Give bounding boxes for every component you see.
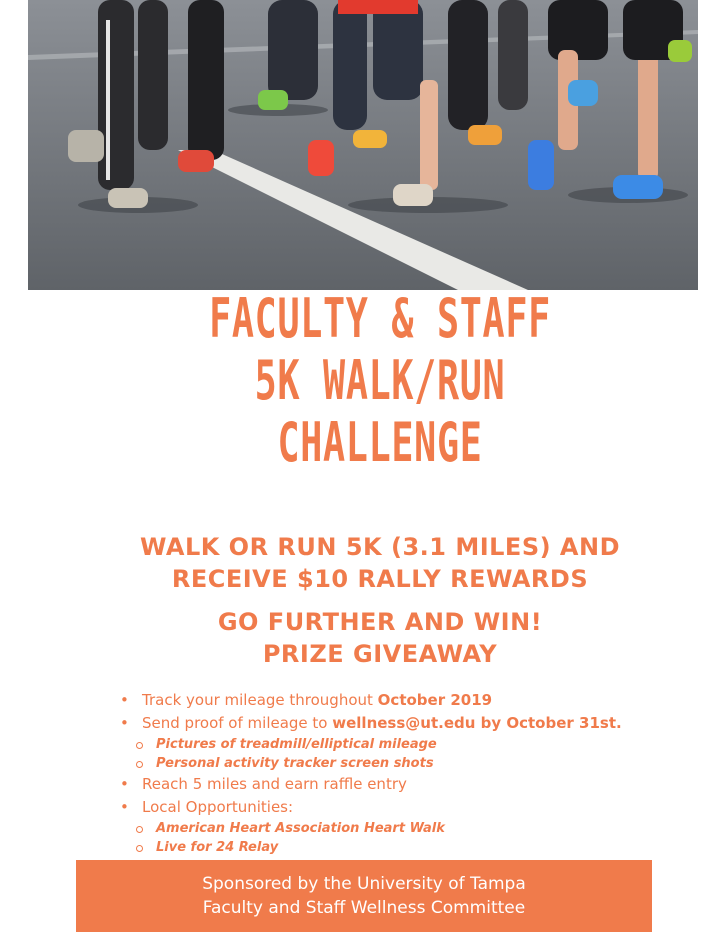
list-item: • Reach 5 miles and earn raffle entry xyxy=(116,773,676,796)
poster-title xyxy=(122,288,639,474)
hero-runners-photo xyxy=(28,0,698,290)
sub-list-item: Personal activity tracker screen shots xyxy=(116,754,676,773)
sub-list-item: Live for 24 Relay xyxy=(116,838,676,857)
rewards-line-2: RECEIVE $10 RALLY REWARDS xyxy=(171,565,589,593)
sponsor-footer xyxy=(76,860,652,932)
list-item xyxy=(116,712,676,735)
sub-list-item: American Heart Association Heart Walk xyxy=(116,819,676,838)
footer-line-1: Sponsored by the University of Tampa xyxy=(202,874,526,894)
rewards-line-1: WALK OR RUN 5K (3.1 MILES) AND xyxy=(139,533,621,561)
sub-list-item: Pictures of treadmill/elliptical mileage xyxy=(116,735,676,754)
title-line-2: 5K WALK/RUN xyxy=(254,349,506,412)
prize-headline xyxy=(0,606,720,670)
email-link[interactable]: wellness@ut.edu by October 31st. xyxy=(332,714,622,732)
list-item-text: Send proof of mileage to xyxy=(142,714,333,732)
prize-line-2: PRIZE GIVEAWAY xyxy=(262,640,498,668)
list-item-text: Track your mileage throughout xyxy=(142,691,378,709)
list-item xyxy=(116,689,676,712)
list-item-highlight: October 2019 xyxy=(377,691,493,709)
footer-line-2: Faculty and Staff Wellness Committee xyxy=(202,898,526,918)
prize-line-1: GO FURTHER AND WIN! xyxy=(217,608,543,636)
runners-photo xyxy=(28,0,698,290)
title-line-3: CHALLENGE xyxy=(277,411,483,474)
instructions-list xyxy=(116,689,676,857)
list-item: • Local Opportunities: xyxy=(116,796,676,819)
rewards-headline xyxy=(0,531,720,595)
title-line-1: FACULTY & STAFF xyxy=(209,287,551,350)
